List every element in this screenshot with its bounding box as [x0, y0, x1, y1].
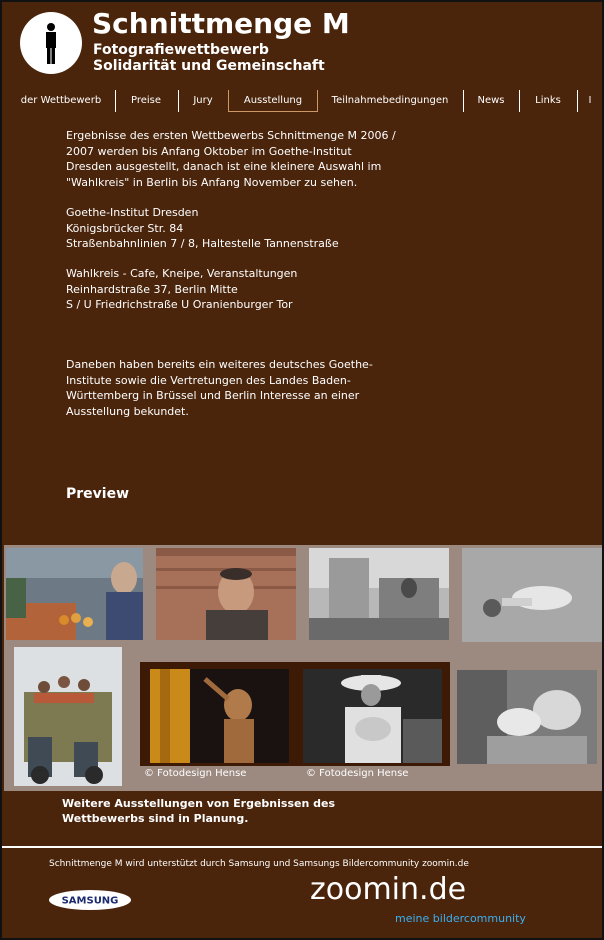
photo-credit: © Fotodesign Hense	[144, 768, 247, 779]
nav-item-teilnahmebedingungen[interactable]: Teilnahmebedingungen	[331, 95, 449, 106]
site-title: Schnittmenge M	[92, 7, 350, 40]
nav-item-links[interactable]: Links	[535, 95, 561, 106]
nav-item-wettbewerb[interactable]: der Wettbewerb	[20, 95, 102, 106]
gallery-photo-lying-girl[interactable]	[462, 548, 602, 642]
samsung-wordmark: SAMSUNG	[61, 895, 119, 907]
nav-item-news[interactable]: News	[477, 95, 505, 106]
venue-dresden	[66, 205, 406, 252]
samsung-logo[interactable]	[48, 888, 132, 912]
venue-transit: S / U Friedrichstraße U Oranienburger Tor	[66, 298, 293, 311]
gallery-photo-father-baby[interactable]	[303, 669, 442, 763]
person-icon	[20, 12, 82, 74]
nav-item-ausstellung[interactable]: Ausstellung	[228, 90, 318, 112]
logo[interactable]	[20, 12, 82, 74]
gallery-photo-child[interactable]	[150, 669, 289, 763]
venue-name: Goethe-Institut Dresden	[66, 206, 199, 219]
nav-item-jury[interactable]: Jury	[193, 95, 213, 106]
venue-berlin	[66, 266, 406, 313]
venue-name: Wahlkreis - Cafe, Kneipe, Veranstaltungen	[66, 267, 298, 280]
gallery-photo-mother-child[interactable]	[457, 670, 597, 764]
footer-divider	[2, 846, 602, 848]
photo-credit: © Fotodesign Hense	[306, 768, 409, 779]
sponsor-text: Schnittmenge M wird unterstützt durch Samsung und Samsungs Bildercommunity zoomin.de	[49, 859, 469, 869]
site-tagline: Solidarität und Gemeinschaft	[93, 58, 325, 74]
interest-text: Daneben haben bereits ein weiteres deutsches Goethe-Institute sowie die Vertretungen des Landes Baden-Württemberg in Brüssel und Berlin Interesse an einer Ausstellung bekundet.	[66, 358, 373, 418]
intro-text: Ergebnisse des ersten Wettbewerbs Schnittmenge M 2006 / 2007 werden bis Anfang Oktober im Goethe-Institut Dresden ausgestellt, danach ist eine kleinere Auswahl im "Wahlkreis" in Berlin bis Anfang November zu sehen.	[66, 129, 396, 189]
zoomin-logo[interactable]: zoomin.de	[310, 872, 467, 907]
gallery-photo-market[interactable]	[6, 548, 143, 640]
nav-item-preise[interactable]: Preise	[130, 95, 162, 106]
venue-address: Reinhardstraße 37, Berlin Mitte	[66, 282, 238, 296]
venue-address: Königsbrücker Str. 84	[66, 221, 184, 235]
gallery-photo-truck[interactable]	[14, 647, 122, 786]
gallery-photo-smiling-man[interactable]	[156, 548, 296, 640]
zoomin-tagline: meine bildercommunity	[395, 912, 526, 925]
preview-heading: Preview	[66, 486, 130, 502]
more-exhibitions-text: Weitere Ausstellungen von Ergebnissen des Wettbewerbs sind in Planung.	[62, 797, 335, 825]
nav-item-more[interactable]: I	[588, 95, 592, 106]
venue-transit: Straßenbahnlinien 7 / 8, Haltestelle Tannenstraße	[66, 237, 339, 250]
site-subtitle: Fotografiewettbewerb	[93, 42, 269, 58]
main-nav	[2, 90, 602, 114]
gallery-photo-street[interactable]	[309, 548, 449, 640]
